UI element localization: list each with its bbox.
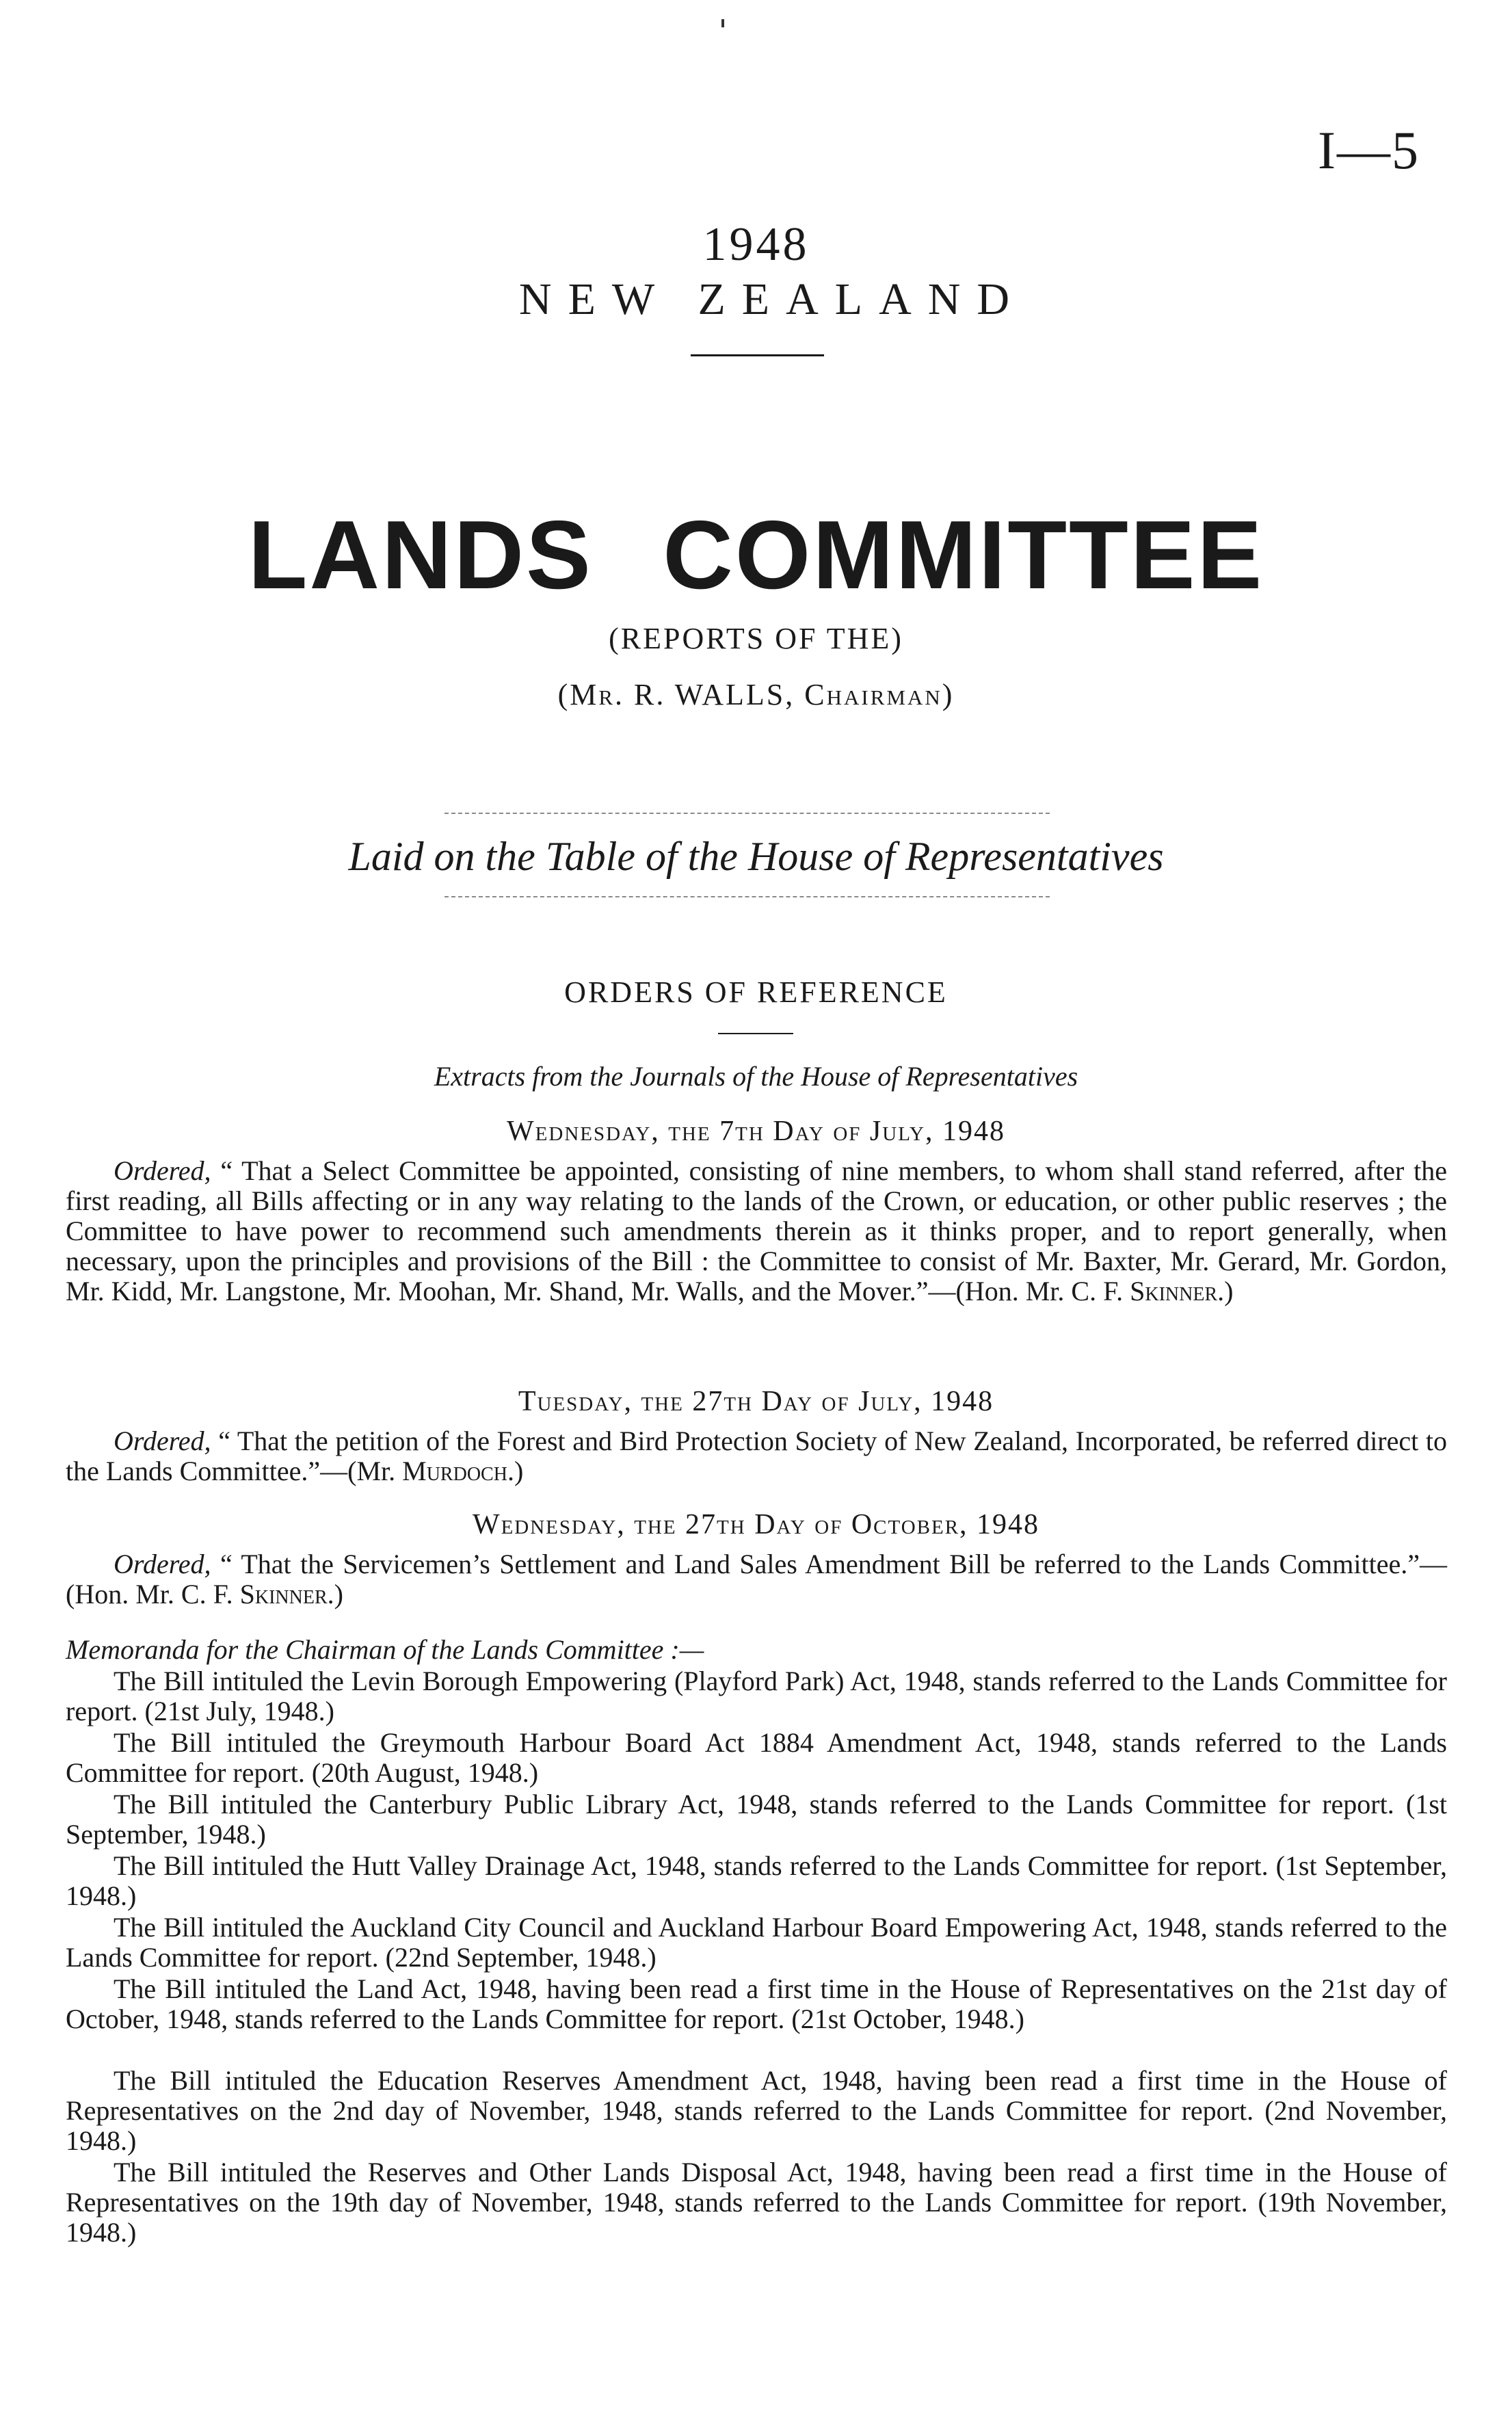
memorandum-item: The Bill intituled the Hutt Valley Drainage Act, 1948, stands referred to the Lands Committee for report. (1st September, 1948.) bbox=[66, 1850, 1447, 1911]
chairman-line: (Mr. R. WALLS, Chairman) bbox=[557, 678, 955, 711]
order-paragraph-1 bbox=[66, 1156, 1447, 1306]
country-heading: NEW ZEALAND bbox=[518, 274, 1026, 324]
memorandum-item: The Bill intituled the Auckland City Council and Auckland Harbour Board Empowering Act, 1948, stands referred to the Lands Committee for report. (22nd September, 1948.) bbox=[66, 1912, 1447, 1973]
orders-heading: ORDERS OF REFERENCE bbox=[564, 975, 948, 1009]
mover-name: Murdoch. bbox=[402, 1456, 514, 1486]
order-date-2: Tuesday, the 27th Day of July, 1948 bbox=[518, 1386, 994, 1417]
dashed-rule-top bbox=[445, 813, 1050, 814]
order-text: “ That the petition of the Forest and Bird Protection Society of New Zealand, Incorporated, be referred direct to the Lands Committee.”—(Mr. bbox=[66, 1425, 1448, 1486]
memorandum-item: The Bill intituled the Levin Borough Empowering (Playford Park) Act, 1948, stands referred to the Lands Committee for report. (21st July, 1948.) bbox=[66, 1666, 1447, 1726]
subtitle: (REPORTS OF THE) bbox=[609, 622, 903, 655]
memorandum-item: The Bill intituled the Land Act, 1948, having been read a first time in the House of Representatives on the 21st day of October, 1948, stands referred to the Lands Committee for report. (21st October, 1948.) bbox=[66, 1973, 1447, 2034]
order-date-3: Wednesday, the 27th Day of October, 1948 bbox=[472, 1509, 1040, 1540]
mover-name: Skinner. bbox=[239, 1579, 334, 1609]
order-close: ) bbox=[514, 1456, 524, 1486]
ordered-label: Ordered, bbox=[114, 1425, 211, 1456]
dashed-rule-bottom bbox=[445, 896, 1050, 897]
divider-rule bbox=[691, 354, 824, 356]
memoranda-heading: Memoranda for the Chairman of the Lands Committee :— bbox=[66, 1634, 704, 1665]
order-date-1: Wednesday, the 7th Day of July, 1948 bbox=[507, 1116, 1005, 1147]
order-paragraph-2 bbox=[66, 1426, 1447, 1486]
order-text: “ That the Servicemen’s Settlement and Land Sales Amendment Bill be referred to the Lands Committee.”—(Hon. Mr. C. F. bbox=[66, 1549, 1447, 1609]
print-mark bbox=[721, 19, 724, 27]
year: 1948 bbox=[702, 218, 810, 271]
order-text: “ That a Select Committee be appointed, consisting of nine members, to whom shall stand referred, after the first reading, all Bills affecting or in any way relating to the lands of the Crown, or education, or other public reserves ; the Committee to have power to recommend such amendments therein as it thinks proper, and to report generally, when necessary, upon the principles and provisions of the Bill : the Committee to consist of Mr. Baxter, Mr. Gerard, Mr. Gordon, Mr. Kidd, Mr. Langstone, Mr. Moohan, Mr. Shand, Mr. Walls, and the Mover.”—(Hon. Mr. C. F. bbox=[66, 1155, 1448, 1306]
page-code: I—5 bbox=[1318, 120, 1420, 180]
order-paragraph-3 bbox=[66, 1549, 1447, 1609]
order-close: ) bbox=[334, 1579, 343, 1609]
extracts-line: Extracts from the Journals of the House of Representatives bbox=[434, 1061, 1078, 1092]
memorandum-item: The Bill intituled the Education Reserves Amendment Act, 1948, having been read a first time in the House of Representatives on the 2nd day of November, 1948, stands referred to the Lands Committee for report. (2nd November, 1948.) bbox=[66, 2065, 1447, 2156]
order-close: ) bbox=[1224, 1276, 1234, 1306]
page-title: LANDS COMMITTEE bbox=[248, 501, 1264, 609]
mover-name: Skinner. bbox=[1130, 1276, 1225, 1306]
laid-on-table: Laid on the Table of the House of Representatives bbox=[348, 834, 1164, 879]
ordered-label: Ordered, bbox=[114, 1549, 211, 1579]
ordered-label: Ordered, bbox=[114, 1155, 211, 1186]
memorandum-item: The Bill intituled the Canterbury Public Library Act, 1948, stands referred to the Lands Committee for report. (1st September, 1948.) bbox=[66, 1789, 1447, 1850]
memorandum-item: The Bill intituled the Greymouth Harbour Board Act 1884 Amendment Act, 1948, stands referred to the Lands Committee for report. (20th August, 1948.) bbox=[66, 1727, 1447, 1788]
orders-rule bbox=[718, 1033, 793, 1034]
memorandum-item: The Bill intituled the Reserves and Other Lands Disposal Act, 1948, having been read a first time in the House of Representatives on the 19th day of November, 1948, stands referred to the Lands Committee for report. (19th November, 1948.) bbox=[66, 2157, 1447, 2248]
